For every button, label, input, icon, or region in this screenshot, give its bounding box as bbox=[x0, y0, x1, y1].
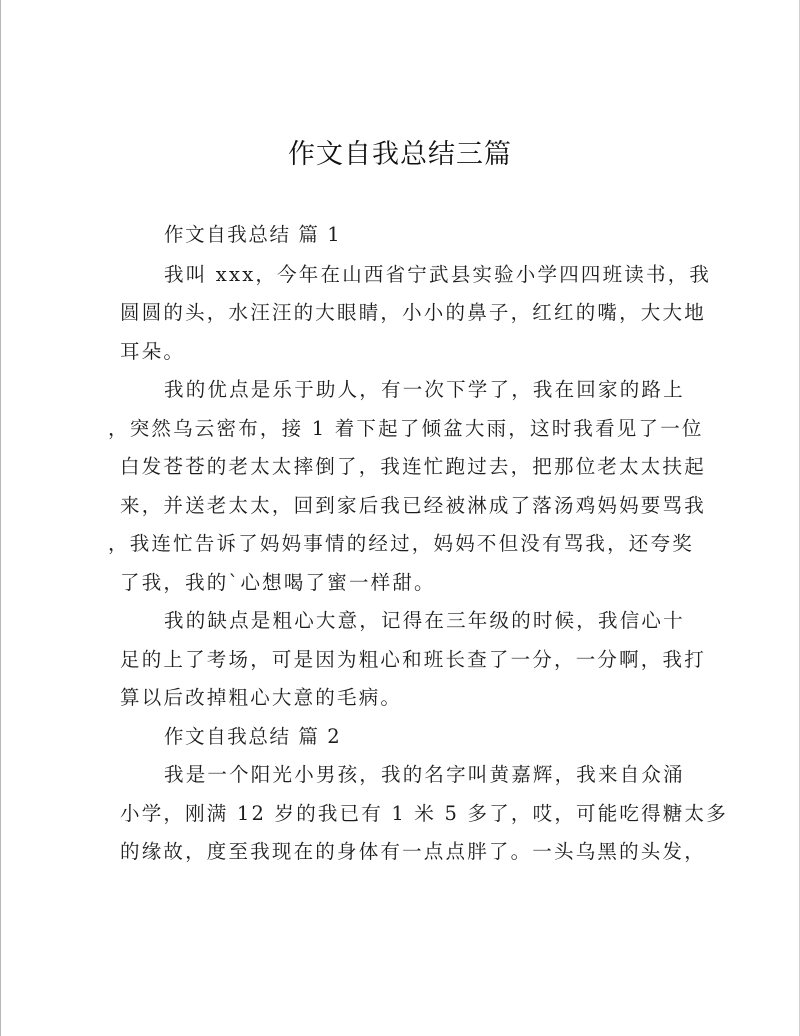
paragraph-line: 算以后改掉粗心大意的毛病。 bbox=[120, 686, 403, 709]
paragraph-line: 我的优点是乐于助人，有一次下学了，我在回家的路上 bbox=[164, 378, 685, 401]
paragraph-line: 的缘故，度至我现在的身体有一点点胖了。一头乌黑的头发， bbox=[120, 840, 706, 863]
paragraph-line: 小学，刚满 12 岁的我已有 1 米 5 多了，哎，可能吃得糖太多 bbox=[120, 802, 728, 825]
paragraph-line: 我的缺点是粗心大意，记得在三年级的时候，我信心十 bbox=[164, 609, 685, 632]
section-heading: 作文自我总结 篇 1 bbox=[164, 223, 342, 246]
paragraph-line: 圆圆的头，水汪汪的大眼睛，小小的鼻子，红红的嘴，大大地 bbox=[120, 301, 706, 324]
paragraph-line: 足的上了考场，可是因为粗心和班长查了一分，一分啊，我打 bbox=[120, 648, 706, 671]
paragraph-line: 白发苍苍的老太太摔倒了，我连忙跑过去，把那位老太太扶起 bbox=[120, 455, 706, 478]
paragraph-line: 了我，我的`心想喝了蜜一样甜。 bbox=[120, 571, 436, 594]
paragraph-line: ，突然乌云密布，接 1 着下起了倾盆大雨，这时我看见了一位 bbox=[108, 417, 704, 440]
paragraph-line: 我是一个阳光小男孩，我的名字叫黄嘉辉，我来自众涌 bbox=[164, 763, 685, 786]
paragraph-line: ，我连忙告诉了妈妈事情的经过，妈妈不但没有骂我，还夸奖 bbox=[108, 532, 694, 555]
section-heading: 作文自我总结 篇 2 bbox=[164, 725, 342, 748]
paragraph-line: 我叫 xxx，今年在山西省宁武县实验小学四四班读书，我 bbox=[164, 263, 712, 286]
document-title: 作文自我总结三篇 bbox=[288, 139, 512, 170]
paragraph-line: 来，并送老太太，回到家后我已经被淋成了落汤鸡妈妈要骂我 bbox=[120, 494, 706, 517]
paragraph-line: 耳朵。 bbox=[120, 340, 186, 363]
